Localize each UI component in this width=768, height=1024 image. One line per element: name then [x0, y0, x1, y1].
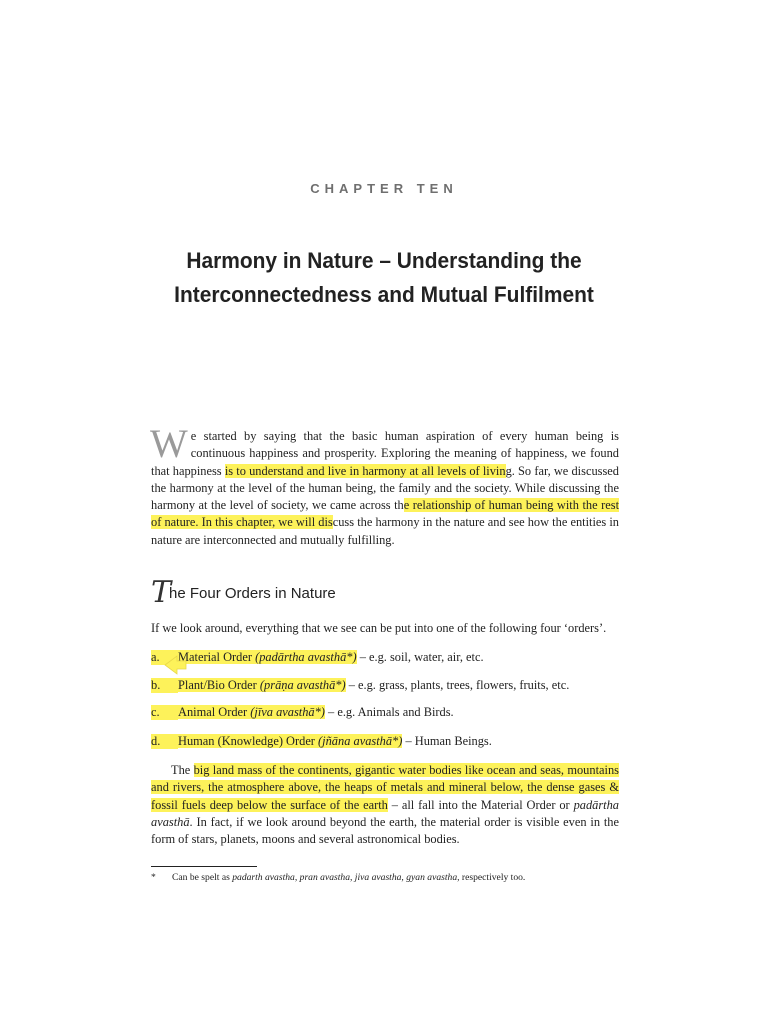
orders-intro: If we look around, everything that we see can be put into one of the following four ‘orders’. [151, 621, 607, 635]
intro-text-3: cuss the harmony in the nature and see how the entities in nature are interconnected and mutually fulfilling. [151, 515, 619, 547]
order-name: Animal Order [178, 705, 251, 719]
footnote-terms: padarth avastha, pran avastha, jiva avastha, gyan avastha, [232, 872, 460, 883]
order-letter: c. [151, 705, 178, 720]
intro-text-1: e started by saying that the basic human aspiration of every human being is continuous happiness and prosperity. Exploring the meaning of happiness, we found that happiness [151, 429, 619, 478]
section-heading [151, 575, 336, 610]
order-desc: – e.g. grass, plants, trees, flowers, fruits, etc. [345, 678, 570, 692]
order-term: (padārtha avasthā*) [255, 650, 357, 664]
arrow-left-icon [163, 653, 187, 677]
footnote-prefix: Can be spelt as [172, 872, 233, 883]
order-name: Plant/Bio Order [178, 678, 260, 692]
material-term: padārtha avasthā [151, 797, 619, 829]
footnote-divider [151, 866, 257, 867]
chapter-title-line-1: Harmony in Nature – Understanding the [186, 248, 582, 273]
intro-text-2: g. So far, we discussed the harmony at the level of the human being, the family and the society. While discussing the harmony at the level of society, we came across th [151, 463, 619, 513]
material-paragraph [151, 762, 619, 848]
intro-highlight-2: e relationship of human being with the rest of nature. In this chapter, we will dis [151, 498, 620, 530]
order-letter: b. [151, 678, 178, 693]
order-term: (jīva avasthā*) [250, 705, 325, 719]
material-text-2: – all fall into the Material Order or [387, 797, 574, 812]
section-heading-cap: T [151, 575, 172, 610]
order-item-human [151, 734, 492, 749]
footnote [151, 872, 621, 883]
order-item-animal [151, 705, 454, 720]
order-letter: a. [151, 650, 178, 665]
footnote-suffix: respectively too. [459, 872, 526, 883]
chapter-label: CHAPTER TEN [310, 181, 458, 196]
order-letter: d. [151, 734, 178, 749]
chapter-title-line-2: Interconnectedness and Mutual Fulfilment [174, 282, 594, 307]
material-text-3: . In fact, if we look around beyond the earth, the material order is visible even in the form of stars, planets, moons and several astronomical bodies. [151, 814, 619, 847]
order-name: Material Order [178, 650, 256, 664]
section-heading-text: he Four Orders in Nature [169, 585, 336, 602]
chapter-title [120, 244, 648, 312]
material-text-1: The [171, 763, 194, 777]
order-term: (prāṇa avasthā*) [259, 678, 346, 692]
footnote-mark: * [151, 872, 156, 883]
order-item-material [151, 650, 484, 665]
intro-paragraph [150, 421, 620, 549]
order-desc: – e.g. Animals and Birds. [324, 705, 454, 719]
order-item-plant [151, 678, 569, 693]
intro-highlight-1: is to understand and live in harmony at all levels of livin [224, 463, 506, 478]
order-term: (jñāna avasthā*) [318, 734, 403, 748]
order-desc: – Human Beings. [402, 734, 492, 748]
drop-cap: W [150, 421, 188, 466]
order-name: Human (Knowledge) Order [178, 734, 319, 748]
material-highlight: big land mass of the continents, gigantic water bodies like ocean and seas, mountains and rivers, the atmosphere above, the heaps of metals and mineral below, the dense gases & fossil fuels deep below the surface of the earth [151, 763, 619, 812]
order-desc: – e.g. soil, water, air, etc. [356, 650, 484, 664]
